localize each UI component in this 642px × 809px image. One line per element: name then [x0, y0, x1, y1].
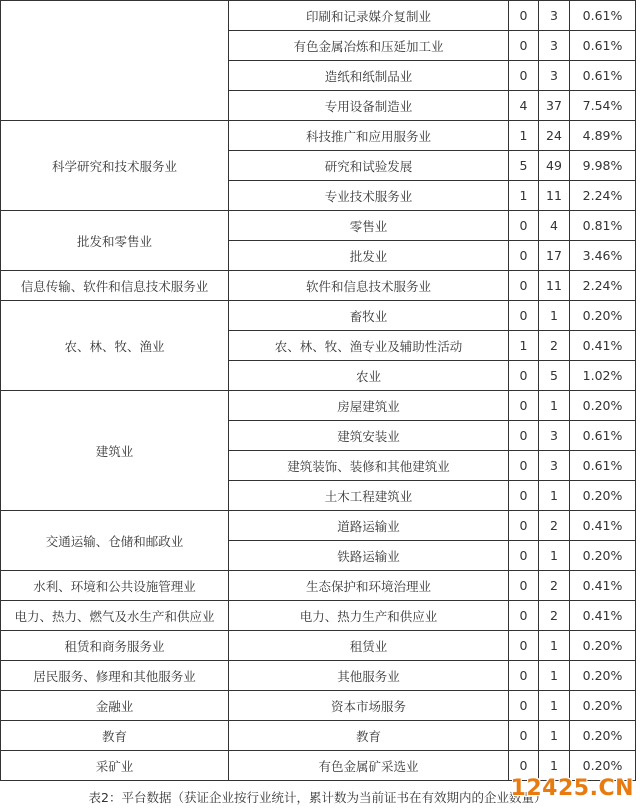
- industry-cell: 水利、环境和公共设施管理业: [1, 571, 229, 601]
- total-count-cell: 1: [539, 631, 570, 661]
- new-count-cell: 1: [509, 121, 539, 151]
- new-count-cell: 0: [509, 661, 539, 691]
- percentage-cell: 0.20%: [570, 631, 636, 661]
- percentage-cell: 0.20%: [570, 391, 636, 421]
- sub-industry-cell: 其他服务业: [229, 661, 509, 691]
- total-count-cell: 2: [539, 601, 570, 631]
- total-count-cell: 1: [539, 751, 570, 781]
- sub-industry-cell: 生态保护和环境治理业: [229, 571, 509, 601]
- total-count-cell: 1: [539, 541, 570, 571]
- table-row: [1, 511, 636, 541]
- industry-cell: 居民服务、修理和其他服务业: [1, 661, 229, 691]
- new-count-cell: 0: [509, 481, 539, 511]
- table-row: [1, 631, 636, 661]
- table-row: [1, 121, 636, 151]
- sub-industry-cell: 房屋建筑业: [229, 391, 509, 421]
- percentage-cell: 9.98%: [570, 151, 636, 181]
- new-count-cell: 0: [509, 241, 539, 271]
- percentage-cell: 0.41%: [570, 571, 636, 601]
- sub-industry-cell: 软件和信息技术服务业: [229, 271, 509, 301]
- total-count-cell: 37: [539, 91, 570, 121]
- percentage-cell: 0.61%: [570, 421, 636, 451]
- percentage-cell: 0.41%: [570, 511, 636, 541]
- percentage-cell: 1.02%: [570, 361, 636, 391]
- new-count-cell: 0: [509, 601, 539, 631]
- site-watermark: [511, 776, 634, 801]
- industry-cell: 信息传输、软件和信息技术服务业: [1, 271, 229, 301]
- table-row: [1, 601, 636, 631]
- watermark-number: 12425: [510, 776, 590, 801]
- total-count-cell: 49: [539, 151, 570, 181]
- total-count-cell: 2: [539, 331, 570, 361]
- industry-cell: 教育: [1, 721, 229, 751]
- total-count-cell: 1: [539, 661, 570, 691]
- percentage-cell: 0.20%: [570, 661, 636, 691]
- watermark-dot: .: [589, 776, 599, 801]
- sub-industry-cell: 专用设备制造业: [229, 91, 509, 121]
- total-count-cell: 1: [539, 721, 570, 751]
- percentage-cell: 0.61%: [570, 61, 636, 91]
- total-count-cell: 3: [539, 61, 570, 91]
- industry-cell: 建筑业: [1, 391, 229, 511]
- total-count-cell: 2: [539, 571, 570, 601]
- new-count-cell: 0: [509, 511, 539, 541]
- percentage-cell: 0.20%: [570, 541, 636, 571]
- total-count-cell: 24: [539, 121, 570, 151]
- total-count-cell: 3: [539, 1, 570, 31]
- new-count-cell: 0: [509, 1, 539, 31]
- table-row: [1, 691, 636, 721]
- sub-industry-cell: 科技推广和应用服务业: [229, 121, 509, 151]
- total-count-cell: 1: [539, 391, 570, 421]
- industry-cell: 金融业: [1, 691, 229, 721]
- new-count-cell: 4: [509, 91, 539, 121]
- percentage-cell: 0.41%: [570, 331, 636, 361]
- percentage-cell: 0.41%: [570, 601, 636, 631]
- sub-industry-cell: 批发业: [229, 241, 509, 271]
- total-count-cell: 2: [539, 511, 570, 541]
- table-row: [1, 571, 636, 601]
- new-count-cell: 5: [509, 151, 539, 181]
- new-count-cell: 0: [509, 541, 539, 571]
- total-count-cell: 3: [539, 31, 570, 61]
- total-count-cell: 1: [539, 691, 570, 721]
- new-count-cell: 0: [509, 421, 539, 451]
- sub-industry-cell: 土木工程建筑业: [229, 481, 509, 511]
- sub-industry-cell: 道路运输业: [229, 511, 509, 541]
- sub-industry-cell: 租赁业: [229, 631, 509, 661]
- total-count-cell: 3: [539, 421, 570, 451]
- new-count-cell: 0: [509, 451, 539, 481]
- percentage-cell: 0.61%: [570, 31, 636, 61]
- new-count-cell: 0: [509, 211, 539, 241]
- total-count-cell: 4: [539, 211, 570, 241]
- new-count-cell: 1: [509, 181, 539, 211]
- watermark-tld: CN: [598, 776, 634, 801]
- new-count-cell: 0: [509, 391, 539, 421]
- percentage-cell: 0.61%: [570, 1, 636, 31]
- sub-industry-cell: 有色金属矿采选业: [229, 751, 509, 781]
- new-count-cell: 0: [509, 721, 539, 751]
- percentage-cell: 4.89%: [570, 121, 636, 151]
- new-count-cell: 0: [509, 31, 539, 61]
- total-count-cell: 11: [539, 271, 570, 301]
- percentage-cell: 2.24%: [570, 181, 636, 211]
- total-count-cell: 1: [539, 301, 570, 331]
- industry-stats-body: [1, 1, 636, 781]
- industry-cell: 交通运输、仓储和邮政业: [1, 511, 229, 571]
- percentage-cell: 0.20%: [570, 751, 636, 781]
- table-row: [1, 391, 636, 421]
- total-count-cell: 11: [539, 181, 570, 211]
- table-row: [1, 211, 636, 241]
- table-caption: 表2：平台数据（获证企业按行业统计，累计数为当前证书在有效期内的企业数量）: [88, 790, 547, 805]
- sub-industry-cell: 研究和试验发展: [229, 151, 509, 181]
- table-row: [1, 301, 636, 331]
- percentage-cell: 0.81%: [570, 211, 636, 241]
- percentage-cell: 0.20%: [570, 691, 636, 721]
- total-count-cell: 5: [539, 361, 570, 391]
- sub-industry-cell: 印刷和记录媒介复制业: [229, 1, 509, 31]
- industry-cell: 采矿业: [1, 751, 229, 781]
- sub-industry-cell: 资本市场服务: [229, 691, 509, 721]
- sub-industry-cell: 电力、热力生产和供应业: [229, 601, 509, 631]
- sub-industry-cell: 铁路运输业: [229, 541, 509, 571]
- sub-industry-cell: 零售业: [229, 211, 509, 241]
- sub-industry-cell: 教育: [229, 721, 509, 751]
- industry-cell: 批发和零售业: [1, 211, 229, 271]
- total-count-cell: 1: [539, 481, 570, 511]
- sub-industry-cell: 农、林、牧、渔专业及辅助性活动: [229, 331, 509, 361]
- new-count-cell: 0: [509, 631, 539, 661]
- percentage-cell: 2.24%: [570, 271, 636, 301]
- table-row: [1, 721, 636, 751]
- new-count-cell: 0: [509, 361, 539, 391]
- new-count-cell: 0: [509, 571, 539, 601]
- industry-cell: [1, 1, 229, 121]
- percentage-cell: 3.46%: [570, 241, 636, 271]
- sub-industry-cell: 农业: [229, 361, 509, 391]
- total-count-cell: 17: [539, 241, 570, 271]
- percentage-cell: 0.20%: [570, 481, 636, 511]
- new-count-cell: 0: [509, 61, 539, 91]
- sub-industry-cell: 有色金属冶炼和压延加工业: [229, 31, 509, 61]
- industry-cell: 农、林、牧、渔业: [1, 301, 229, 391]
- industry-cell: 租赁和商务服务业: [1, 631, 229, 661]
- total-count-cell: 3: [539, 451, 570, 481]
- sub-industry-cell: 建筑装饰、装修和其他建筑业: [229, 451, 509, 481]
- sub-industry-cell: 专业技术服务业: [229, 181, 509, 211]
- sub-industry-cell: 造纸和纸制品业: [229, 61, 509, 91]
- industry-cell: 电力、热力、燃气及水生产和供应业: [1, 601, 229, 631]
- new-count-cell: 1: [509, 331, 539, 361]
- new-count-cell: 0: [509, 691, 539, 721]
- new-count-cell: 0: [509, 751, 539, 781]
- table-row: [1, 661, 636, 691]
- new-count-cell: 0: [509, 301, 539, 331]
- table-row: [1, 1, 636, 31]
- table-row: [1, 271, 636, 301]
- sub-industry-cell: 畜牧业: [229, 301, 509, 331]
- percentage-cell: 0.20%: [570, 721, 636, 751]
- percentage-cell: 0.61%: [570, 451, 636, 481]
- percentage-cell: 0.20%: [570, 301, 636, 331]
- percentage-cell: 7.54%: [570, 91, 636, 121]
- new-count-cell: 0: [509, 271, 539, 301]
- industry-cell: 科学研究和技术服务业: [1, 121, 229, 211]
- sub-industry-cell: 建筑安装业: [229, 421, 509, 451]
